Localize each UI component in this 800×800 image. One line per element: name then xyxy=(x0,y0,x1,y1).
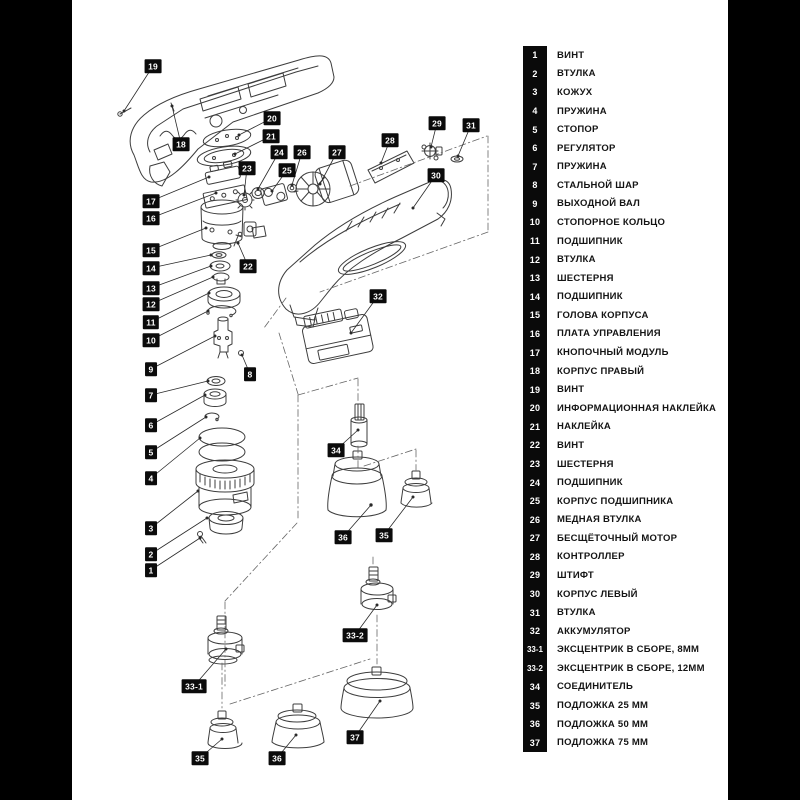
parts-list-row xyxy=(523,65,716,84)
parts-list-row xyxy=(523,622,716,641)
part-number: 28 xyxy=(523,548,547,567)
part-label: ПЛАТА УПРАВЛЕНИЯ xyxy=(557,328,661,340)
callout-25: 25 xyxy=(279,163,296,177)
part-number: 29 xyxy=(523,566,547,585)
part-number: 33-2 xyxy=(523,659,547,678)
part-number: 33-1 xyxy=(523,641,547,660)
part-number: 12 xyxy=(523,250,547,269)
part-label: ИНФОРМАЦИОННАЯ НАКЛЕЙКА xyxy=(557,402,717,414)
part-number: 8 xyxy=(523,176,547,195)
part-number: 31 xyxy=(523,603,547,622)
part-label: КОНТРОЛЛЕР xyxy=(557,551,625,563)
callout-33-2: 33-2 xyxy=(343,628,368,642)
part-label: ЭКСЦЕНТРИК В СБОРЕ, 8ММ xyxy=(557,644,700,656)
callout-32: 32 xyxy=(370,289,387,303)
part-number: 9 xyxy=(523,195,547,214)
parts-list-row xyxy=(523,120,716,139)
parts-list-row xyxy=(523,157,716,176)
callout-11: 11 xyxy=(143,315,159,329)
part-label: ВИНТ xyxy=(557,439,585,451)
part-label: ВЫХОДНОЙ ВАЛ xyxy=(557,198,641,210)
parts-list-row xyxy=(523,325,716,344)
part-number: 25 xyxy=(523,492,547,511)
left-housing xyxy=(234,180,451,327)
eccentric-12mm xyxy=(361,567,396,610)
callout-33-1: 33-1 xyxy=(182,679,207,693)
part-label: ПОДШИПНИК xyxy=(557,477,623,489)
part-label: ВИНТ xyxy=(557,384,585,396)
part-number: 1 xyxy=(523,46,547,65)
parts-list-row xyxy=(523,603,716,622)
callout-29: 29 xyxy=(429,116,446,130)
part-number: 18 xyxy=(523,362,547,381)
part-label: КОРПУС ПРАВЫЙ xyxy=(557,365,645,377)
parts-list-row xyxy=(523,510,716,529)
callout-5: 5 xyxy=(145,445,157,459)
pads-bottom xyxy=(208,667,413,749)
callout-7: 7 xyxy=(145,388,157,402)
parts-list-row xyxy=(523,529,716,548)
callout-28: 28 xyxy=(382,133,399,147)
part-label: ПОДШИПНИК xyxy=(557,235,623,247)
parts-list-row xyxy=(523,380,716,399)
parts-list-row xyxy=(523,139,716,158)
callout-35: 35 xyxy=(192,751,209,765)
callout-16: 16 xyxy=(143,211,160,225)
part-number: 6 xyxy=(523,139,547,158)
parts-list-row xyxy=(523,232,716,251)
part-label: ВТУЛКА xyxy=(557,607,596,619)
parts-list-row xyxy=(523,436,716,455)
part-label: КОЖУХ xyxy=(557,86,593,98)
callout-24: 24 xyxy=(271,145,288,159)
callout-8: 8 xyxy=(244,367,256,381)
callout-4: 4 xyxy=(145,471,157,485)
connector xyxy=(351,404,367,447)
part-label: ПОДЛОЖКА 75 ММ xyxy=(557,737,649,749)
callout-15: 15 xyxy=(143,243,160,257)
part-number: 10 xyxy=(523,213,547,232)
callout-36: 36 xyxy=(269,751,286,765)
parts-list-row xyxy=(523,269,716,288)
part-number: 3 xyxy=(523,83,547,102)
parts-list-row xyxy=(523,288,716,307)
callout-19: 19 xyxy=(145,59,162,73)
part-label: ПОДЛОЖКА 25 ММ xyxy=(557,700,649,712)
part-number: 36 xyxy=(523,715,547,734)
part-number: 2 xyxy=(523,65,547,84)
button-module xyxy=(204,160,241,185)
part-label: РЕГУЛЯТОР xyxy=(557,142,616,154)
parts-list-row xyxy=(523,46,716,65)
part-label: КОРПУС ПОДШИПНИКА xyxy=(557,495,674,507)
part-number: 4 xyxy=(523,102,547,121)
part-label: ПОДЛОЖКА 50 ММ xyxy=(557,718,649,730)
part-number: 7 xyxy=(523,157,547,176)
part-number: 34 xyxy=(523,678,547,697)
part-label: ШТИФТ xyxy=(557,569,594,581)
callout-34: 34 xyxy=(328,443,345,457)
part-number: 11 xyxy=(523,232,547,251)
part-number: 37 xyxy=(523,733,547,752)
construction-lines xyxy=(222,136,488,708)
parts-list-row xyxy=(523,696,716,715)
eccentric-8mm xyxy=(208,616,244,664)
part-number: 30 xyxy=(523,585,547,604)
part-label: ВИНТ xyxy=(557,49,585,61)
callout-18: 18 xyxy=(173,137,190,151)
callout-1: 1 xyxy=(145,563,157,577)
part-number: 23 xyxy=(523,455,547,474)
parts-list xyxy=(523,46,716,752)
part-number: 20 xyxy=(523,399,547,418)
callout-22: 22 xyxy=(240,259,257,273)
callout-26: 26 xyxy=(294,145,311,159)
callout-31: 31 xyxy=(463,118,480,132)
part-label: СТАЛЬНОЙ ШАР xyxy=(557,179,639,191)
controller-board xyxy=(368,151,414,183)
parts-list-row xyxy=(523,399,716,418)
parts-list-row xyxy=(523,195,716,214)
part-number: 26 xyxy=(523,510,547,529)
part-label: ГОЛОВА КОРПУСА xyxy=(557,309,649,321)
part-label: ВТУЛКА xyxy=(557,254,596,266)
callout-6: 6 xyxy=(145,418,157,432)
callout-35: 35 xyxy=(376,528,393,542)
parts-list-row xyxy=(523,176,716,195)
part-number: 27 xyxy=(523,529,547,548)
parts-list-row xyxy=(523,102,716,121)
parts-list-row xyxy=(523,362,716,381)
part-label: МЕДНАЯ ВТУЛКА xyxy=(557,514,642,526)
callout-12: 12 xyxy=(143,297,160,311)
part-number: 17 xyxy=(523,343,547,362)
part-label: КОРПУС ЛЕВЫЙ xyxy=(557,588,638,600)
callout-23: 23 xyxy=(239,161,256,175)
part-number: 22 xyxy=(523,436,547,455)
part-number: 14 xyxy=(523,288,547,307)
callout-37: 37 xyxy=(347,730,364,744)
parts-list-row xyxy=(523,418,716,437)
control-board xyxy=(203,185,247,208)
part-label: СТОПОРНОЕ КОЛЬЦО xyxy=(557,216,666,228)
parts-list-row xyxy=(523,83,716,102)
callout-27: 27 xyxy=(329,145,346,159)
callout-13: 13 xyxy=(143,281,160,295)
part-label: БЕСЩЁТОЧНЫЙ МОТОР xyxy=(557,532,678,544)
callout-17: 17 xyxy=(143,194,160,208)
part-label: ВТУЛКА xyxy=(557,68,596,80)
part-label: АККУМУЛЯТОР xyxy=(557,625,631,637)
part-label: КНОПОЧНЫЙ МОДУЛЬ xyxy=(557,347,669,359)
parts-list-row xyxy=(523,473,716,492)
part-label: НАКЛЕЙКА xyxy=(557,421,612,433)
part-label: ПОДШИПНИК xyxy=(557,291,623,303)
callout-20: 20 xyxy=(264,111,281,125)
part-label: ПРУЖИНА xyxy=(557,105,607,117)
part-label: ЭКСЦЕНТРИК В СБОРЕ, 12ММ xyxy=(557,662,705,674)
parts-list-row xyxy=(523,585,716,604)
part-number: 35 xyxy=(523,696,547,715)
parts-list-row xyxy=(523,548,716,567)
right-housing xyxy=(118,56,334,186)
parts-list-row xyxy=(523,733,716,752)
part-number: 24 xyxy=(523,473,547,492)
screw-22 xyxy=(238,232,242,236)
parts-list-row xyxy=(523,566,716,585)
part-number: 21 xyxy=(523,418,547,437)
leader-lines xyxy=(123,66,471,758)
callout-14: 14 xyxy=(143,261,160,275)
callout-3: 3 xyxy=(145,521,157,535)
callout-9: 9 xyxy=(145,362,157,376)
callout-2: 2 xyxy=(145,547,157,561)
parts-list-row xyxy=(523,659,716,678)
parts-list-row xyxy=(523,641,716,660)
callout-10: 10 xyxy=(143,333,160,347)
part-label: СТОПОР xyxy=(557,124,599,136)
part-label: ШЕСТЕРНЯ xyxy=(557,272,614,284)
parts-list-row xyxy=(523,343,716,362)
part-number: 16 xyxy=(523,325,547,344)
parts-list-row xyxy=(523,455,716,474)
callout-36: 36 xyxy=(335,530,352,544)
parts-list-row xyxy=(523,250,716,269)
part-label: ПРУЖИНА xyxy=(557,161,607,173)
part-number: 32 xyxy=(523,622,547,641)
part-number: 13 xyxy=(523,269,547,288)
part-number: 19 xyxy=(523,380,547,399)
part-label: ШЕСТЕРНЯ xyxy=(557,458,614,470)
parts-list-row xyxy=(523,492,716,511)
parts-list-row xyxy=(523,306,716,325)
part-number: 15 xyxy=(523,306,547,325)
callout-21: 21 xyxy=(263,129,280,143)
battery xyxy=(299,304,374,365)
callout-30: 30 xyxy=(428,168,445,182)
parts-list-row xyxy=(523,213,716,232)
parts-list-row xyxy=(523,715,716,734)
part-label: СОЕДИНИТЕЛЬ xyxy=(557,681,634,693)
part-number: 5 xyxy=(523,120,547,139)
parts-list-row xyxy=(523,678,716,697)
